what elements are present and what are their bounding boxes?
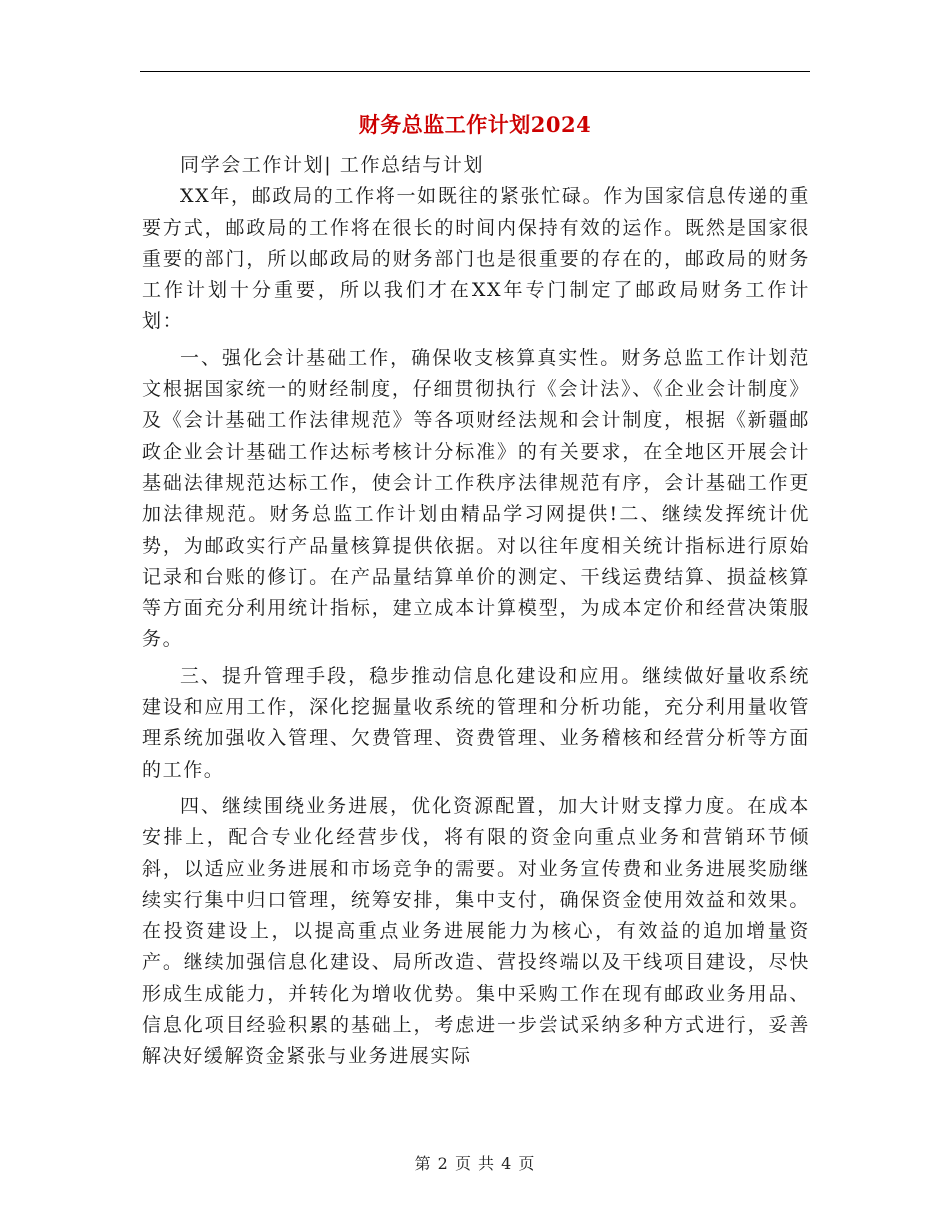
- body-paragraph: 一、强化会计基础工作，确保收支核算真实性。财务总监工作计划范文根据国家统一的财经制度，仔细贯彻执行《会计法》、《企业会计制度》及《会计基础工作法律规范》等各项财经法规和会计制度，根据《新疆邮政企业会计基础工作达标考核计分标准》的有关要求，在全地区开展会计基础法律规范达标工作，使会计工作秩序法律规范有序，会计基础工作更加法律规范。财务总监工作计划由精品学习网提供!二、继续发挥统计优势，为邮政实行产品量核算提供依据。对以往年度相关统计指标进行原始记录和台账的修订。在产品量结算单价的测定、干线运费结算、损益核算等方面充分利用统计指标，建立成本计算模型，为成本定价和经营决策服务。: [142, 346, 810, 651]
- body-paragraph: 三、提升管理手段，稳步推动信息化建设和应用。继续做好量收系统建设和应用工作，深化挖掘量收系统的管理和分析功能，充分利用量收管理系统加强收入管理、欠费管理、资费管理、业务稽核和经营分析等方面的工作。: [142, 664, 810, 781]
- body-paragraph: XX年，邮政局的工作将一如既往的紧张忙碌。作为国家信息传递的重要方式，邮政局的工作将在很长的时间内保持有效的运作。既然是国家很重要的部门，所以邮政局的财务部门也是很重要的存在的，邮政局的财务工作计划十分重要，所以我们才在XX年专门制定了邮政局财务工作计划：: [142, 185, 810, 333]
- body-paragraph: 四、继续围绕业务进展，优化资源配置，加大计财支撑力度。在成本安排上，配合专业化经营步伐，将有限的资金向重点业务和营销环节倾斜，以适应业务进展和市场竞争的需要。对业务宣传费和业务进展奖励继续实行集中归口管理，统筹安排，集中支付，确保资金使用效益和效果。在投资建设上，以提高重点业务进展能力为核心，有效益的追加增量资产。继续加强信息化建设、局所改造、营投终端以及干线项目建设，尽快形成生成能力，并转化为增收优势。集中采购工作在现有邮政业务用品、信息化项目经验积累的基础上，考虑进一步尝试采纳多种方式进行，妥善解决好缓解资金紧张与业务进展实际: [142, 794, 810, 1068]
- document-title: 财务总监工作计划2024: [358, 112, 592, 137]
- page-number-footer: 第 2 页 共 4 页: [414, 1154, 536, 1173]
- body-paragraph: 同学会工作计划| 工作总结与计划: [180, 154, 485, 176]
- document-body: [142, 150, 810, 1073]
- header-rule: [140, 71, 810, 72]
